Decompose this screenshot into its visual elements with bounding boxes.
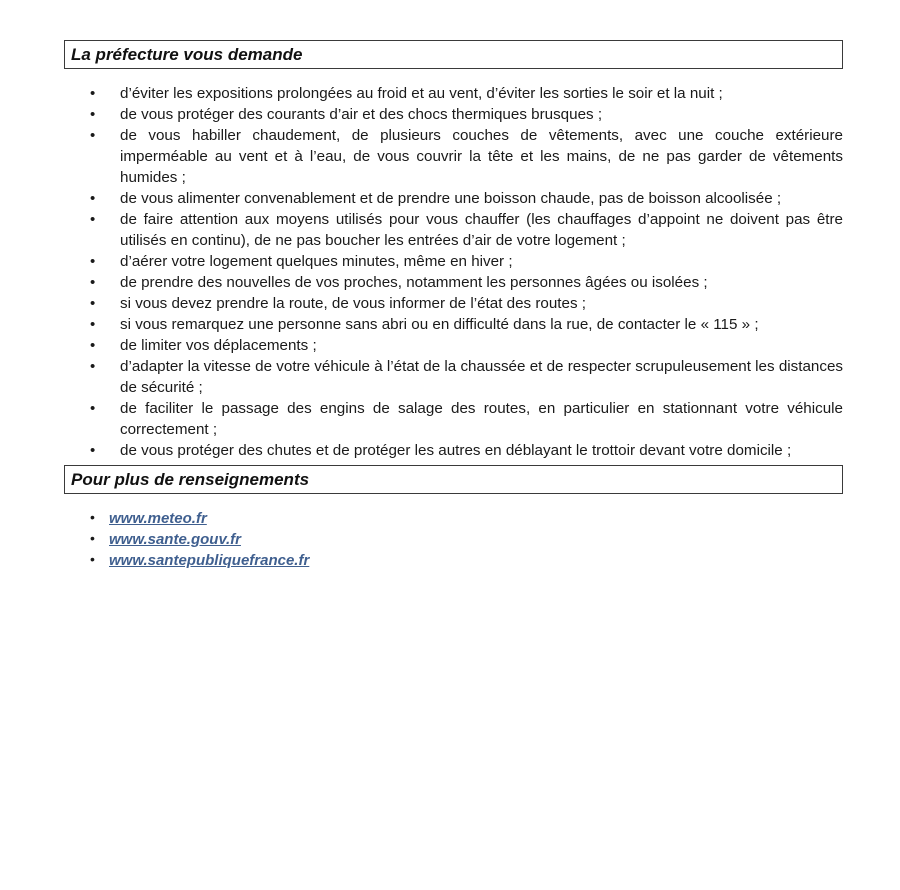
list-item-text: d’aérer votre logement quelques minutes, même en hiver ;: [120, 253, 513, 270]
bullet-icon: •: [90, 442, 96, 459]
bullet-icon: •: [90, 190, 96, 207]
list-item: [64, 125, 843, 188]
bullet-icon: •: [90, 509, 95, 525]
list-item-text: de vous protéger des chutes et de protéger les autres en déblayant le trottoir devant votre domicile ;: [120, 442, 792, 459]
list-item: [64, 293, 843, 314]
bullet-icon: •: [90, 106, 96, 123]
section-title: Pour plus de renseignements: [71, 469, 310, 489]
list-item: [64, 209, 843, 251]
list-item-text: de vous protéger des courants d’air et des chocs thermiques brusques ;: [120, 106, 603, 123]
list-item: [64, 440, 843, 461]
section-header-renseignements: [64, 465, 843, 494]
list-item-text: si vous devez prendre la route, de vous informer de l’état des routes ;: [120, 295, 586, 312]
list-item: [64, 272, 843, 293]
link-sante-gouv[interactable]: www.sante.gouv.fr: [109, 531, 241, 548]
list-item: [64, 508, 843, 529]
bullet-icon: •: [90, 337, 96, 354]
list-item-text: de faire attention aux moyens utilisés pour vous chauffer (les chauffages d’appoint ne doivent pas être utilisés en continu), de ne pas boucher les entrées d’air de votre logement ;: [120, 211, 843, 249]
bullet-icon: •: [90, 85, 96, 102]
list-item: [64, 529, 843, 550]
link-sante-publique-france[interactable]: www.santepubliquefrance.fr: [109, 552, 310, 569]
bullet-icon: •: [90, 274, 96, 291]
list-item: [64, 550, 843, 571]
list-item-text: d’adapter la vitesse de votre véhicule à l’état de la chaussée et de respecter scrupuleusement les distances de sécurité ;: [120, 358, 843, 396]
list-item: [64, 104, 843, 125]
bullet-icon: •: [90, 295, 96, 312]
list-item-text: d’éviter les expositions prolongées au froid et au vent, d’éviter les sorties le soir et la nuit ;: [120, 85, 723, 102]
list-item: [64, 356, 843, 398]
bullet-icon: •: [90, 530, 95, 546]
list-item: [64, 83, 843, 104]
bullet-icon: •: [90, 358, 96, 375]
list-item: [64, 398, 843, 440]
list-item-text: de faciliter le passage des engins de salage des routes, en particulier en stationnant votre véhicule correctement ;: [120, 400, 843, 438]
advice-list: [64, 83, 843, 461]
bullet-icon: •: [90, 551, 95, 567]
list-item-text: si vous remarquez une personne sans abri ou en difficulté dans la rue, de contacter le « 115 » ;: [120, 316, 759, 333]
list-item: [64, 188, 843, 209]
list-item-text: de vous alimenter convenablement et de prendre une boisson chaude, pas de boisson alcoolisée ;: [120, 190, 782, 207]
links-list: [64, 508, 843, 571]
bullet-icon: •: [90, 400, 96, 417]
document-page: [64, 40, 843, 571]
list-item-text: de prendre des nouvelles de vos proches, notamment les personnes âgées ou isolées ;: [120, 274, 708, 291]
list-item-text: de limiter vos déplacements ;: [120, 337, 317, 354]
link-meteo[interactable]: www.meteo.fr: [109, 510, 207, 527]
bullet-icon: •: [90, 316, 96, 333]
list-item: [64, 335, 843, 356]
bullet-icon: •: [90, 253, 96, 270]
list-item: [64, 251, 843, 272]
list-item: [64, 314, 843, 335]
section-title: La préfecture vous demande: [71, 44, 303, 64]
list-item-text: de vous habiller chaudement, de plusieurs couches de vêtements, avec une couche extérieure imperméable au vent et à l’eau, de vous couvrir la tête et les mains, de ne pas garder de vêtements humides ;: [120, 127, 843, 186]
bullet-icon: •: [90, 127, 96, 144]
section-header-prefecture: [64, 40, 843, 69]
bullet-icon: •: [90, 211, 96, 228]
